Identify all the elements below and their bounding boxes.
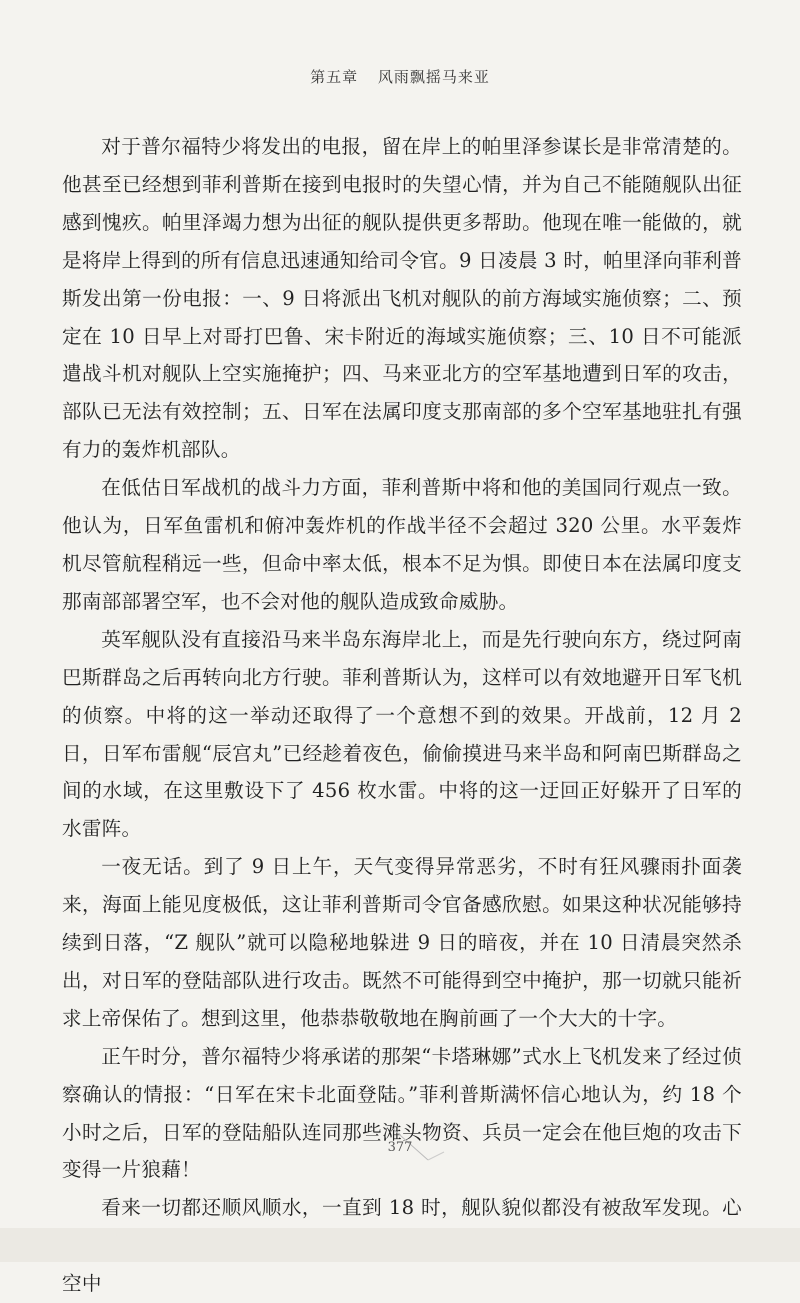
chapter-title: 风雨飘摇马来亚	[377, 68, 490, 86]
paragraph-1: 对于普尔福特少将发出的电报，留在岸上的帕里泽参谋长是非常清楚的。他甚至已经想到菲利普斯在接到电报时的失望心情，并为自己不能随舰队出征感到愧疚。帕里泽竭力想为出征的舰队提供更多帮助。他现在唯一能做的，就是将岸上得到的所有信息迅速通知给司令官。9 日凌晨 3 时，帕里泽向菲利普斯发出第一份电报：一、9 日将派出飞机对舰队的前方海域实施侦察；二、预定在 10 日早上对哥打巴鲁、宋卡附近的海域实施侦察；三、10 日不可能派遣战斗机对舰队上空实施掩护；四、马来亚北方的空军基地遭到日军的攻击，部队已无法有效控制；五、日军在法属印度支那南部的多个空军基地驻扎有强有力的轰炸机部队。	[62, 135, 742, 462]
page-number: 377	[387, 1140, 413, 1155]
chapter-label: 第五章	[310, 68, 359, 86]
paragraph-5: 正午时分，普尔福特少将承诺的那架“卡塔琳娜”式水上飞机发来了经过侦察确认的情报：“日军在宋卡北面登陆。”菲利普斯满怀信心地认为，约 18 个小时之后，日军的登陆船队连同那些滩头物资、兵员一定会在他巨炮的攻击下变得一片狼藉！	[62, 1044, 742, 1182]
paragraph-6: 看来一切都还顺风顺水，一直到 18 时，舰队貌似都没有被敌军发现。心 空中	[62, 1196, 742, 1296]
scan-margin	[0, 1228, 800, 1262]
paragraph-3: 英军舰队没有直接沿马来半岛东海岸北上，而是先行驶向东方，绕过阿南巴斯群岛之后再转向北方行驶。菲利普斯认为，这样可以有效地避开日军飞机的侦察。中将的这一举动还取得了一个意想不到的效果。开战前，12 月 2 日，日军布雷舰“辰宫丸”已经趁着夜色，偷偷摸进马来半岛和阿南巴斯群岛之间的水域，在这里敷设下了 456 枚水雷。中将的这一迂回正好躲开了日军的水雷阵。	[62, 627, 742, 841]
paragraph-4: 一夜无话。到了 9 日上午，天气变得异常恶劣，不时有狂风骤雨扑面袭来，海面上能见度极低，这让菲利普斯司令官备感欣慰。如果这种状况能够持续到日落，“Z 舰队”就可以隐秘地躲进 9 日的暗夜，并在 10 日清晨突然杀出，对日军的登陆部队进行攻击。既然不可能得到空中掩护，那一切就只能祈求上帝保佑了。想到这里，他恭恭敬敬地在胸前画了一个大大的十字。	[62, 855, 742, 1030]
paragraph-2: 在低估日军战机的战斗力方面，菲利普斯中将和他的美国同行观点一致。他认为，日军鱼雷机和俯冲轰炸机的作战半径不会超过 320 公里。水平轰炸机尽管航程稍远一些，但命中率太低，根本不足为惧。即使日本在法属印度支那南部部署空军，也不会对他的舰队造成致命威胁。	[62, 476, 742, 613]
running-header	[0, 66, 800, 87]
